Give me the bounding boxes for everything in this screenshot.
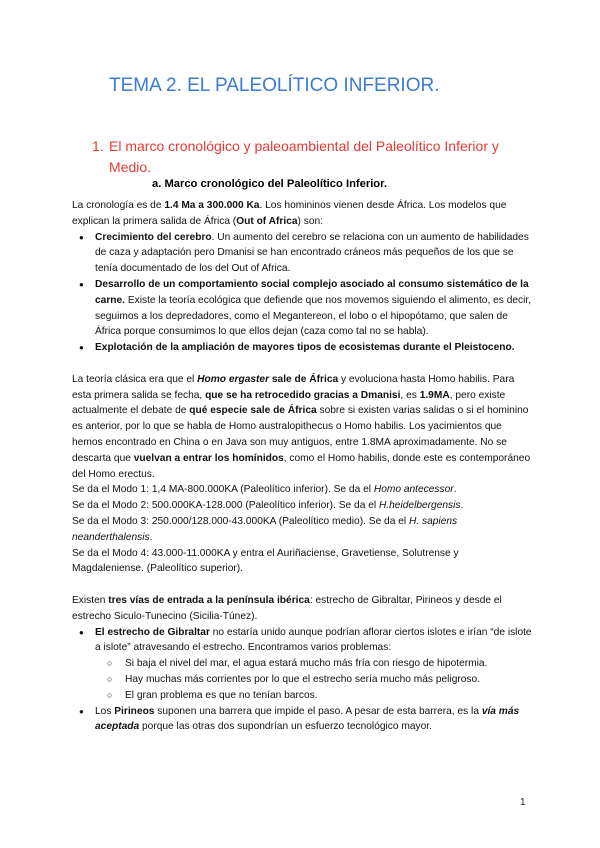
text: Los xyxy=(95,705,115,717)
text: sobre si existen varias salidas o si el hominino es anterior, por lo que se habla de Homo australopithecus o Homo habilis. Los yacimientos que hemos encontrado en China o en Java son muy antiguos, entre 1.8MA aproximadamente. No se descarta que xyxy=(72,405,529,464)
text: , como el Homo habilis, donde este es contemporáneo del Homo erectus. xyxy=(72,452,531,480)
sub-list-item: ○ Hay muchas más corrientes por lo que el estrecho sería mucho más peligroso. xyxy=(95,672,532,688)
problems-list xyxy=(95,656,532,703)
text: . xyxy=(453,484,457,496)
text: . xyxy=(149,531,153,543)
emphasis: Desarrollo de un comportamiento social complejo asociado al consumo sistemático de la carne. xyxy=(95,278,529,306)
emphasis: sale de África xyxy=(269,373,339,385)
modo-line xyxy=(72,482,532,498)
text: La cronología es de xyxy=(72,200,165,211)
section-heading-text: El marco cronológico y paleoambiental del Paleolítico Inferior y Medio. xyxy=(109,138,499,175)
emphasis: 1.4 Ma a 300.000 Ka xyxy=(164,200,260,211)
species: H. sapiens neanderthalensis xyxy=(72,515,458,543)
text: porque las otras dos supondrían un esfuerzo tecnológico mayor. xyxy=(139,721,432,733)
text: . xyxy=(460,500,464,512)
text: y evoluciona hasta Homo habilis. Para esta primera salida se fecha, xyxy=(72,373,515,401)
subsection-heading: a. Marco cronológico del Paleolítico Inferior. xyxy=(152,178,387,190)
text: no estaría unido aunque podrían aflorar ciertos islotes e irían “de islote a islote” atravesando el estrecho. Encontramos varios problemas: xyxy=(95,626,532,654)
emphasis: 1.9MA xyxy=(419,389,450,401)
emphasis: vía más aceptada xyxy=(95,705,520,733)
text: La teoría clásica era que el xyxy=(72,373,198,385)
document-title: TEMA 2. EL PALEOLÍTICO INFERIOR. xyxy=(109,75,440,96)
text: Existe la teoría ecológica que defiende que nos movemos siguiendo el alimento, es decir, seguimos a los depredadores, como el Megantereon, el lobo o el hipopótamo, que salen de África porque consumimos lo que ellos dejan (caza como tal no se habla). xyxy=(95,294,532,338)
section-heading xyxy=(92,136,532,178)
paragraph-classic-theory xyxy=(72,372,532,483)
list-item xyxy=(72,704,532,736)
routes-list xyxy=(72,625,532,736)
text: : estrecho de Gibraltar, Pirineos y desde el estrecho Siculo-Tunecino (Sicilia-Túnez). xyxy=(72,594,502,622)
text: suponen una barrera que impide el paso. A pesar de esta barrera, es la xyxy=(154,705,482,717)
intro-paragraph xyxy=(72,198,532,230)
emphasis: vuelvan a entrar los homínidos xyxy=(133,452,284,464)
text: Se da el Modo 1: 1,4 MA-800.000KA (Paleolítico inferior). Se da el xyxy=(72,484,374,496)
emphasis: Crecimiento del cerebro xyxy=(95,231,212,243)
text: . Los homininos vienen desde África. Los modelos que explican la primera salida de África ( xyxy=(72,200,507,227)
text: . Un aumento del cerebro se relaciona con un aumento de habilidades de caza y adaptación pero Dmanisi se han encontrado cráneos más pequeños de los que se tenía documentado de los del Out of Africa. xyxy=(95,231,529,275)
species: Homo antecessor xyxy=(373,484,454,496)
list-item xyxy=(72,625,532,704)
page-number: 1 xyxy=(520,797,526,808)
modo-line xyxy=(72,514,532,546)
emphasis: qué especie sale de África xyxy=(189,405,317,417)
text: , es xyxy=(400,389,420,401)
text: Se da el Modo 3: 250.000/128.000-43.000KA (Paleolítico medio). Se da el xyxy=(72,515,409,527)
emphasis: Explotación de la ampliación de mayores tipos de ecosistemas durante el Pleistoceno. xyxy=(95,342,515,354)
text: , pero existe actualmente el debate de xyxy=(72,389,506,417)
emphasis: que se ha retrocedido gracias a Dmanisi xyxy=(205,389,401,401)
paragraph-routes xyxy=(72,593,532,625)
species: H.heidelbergensis xyxy=(378,500,461,512)
section-number: 1. xyxy=(92,138,104,154)
sub-list-item: ○ El gran problema es que no tenían barcos. xyxy=(95,688,532,704)
modo-line xyxy=(72,498,532,514)
emphasis: El estrecho de Gibraltar xyxy=(95,626,210,638)
body-text xyxy=(72,198,532,735)
emphasis: tres vías de entrada a la península ibérica xyxy=(108,594,310,606)
list-item xyxy=(72,277,532,340)
text: ) son: xyxy=(297,215,324,227)
sub-list-item: ○ Si baja el nivel del mar, el agua estará mucho más fría con riesgo de hipotermia. xyxy=(95,656,532,672)
list-item xyxy=(72,230,532,277)
emphasis: Out of Africa xyxy=(236,215,298,227)
text: Se da el Modo 4: 43.000-11.000KA y entra el Auriñaciense, Gravetiense, Solutrense y Magdaleniense. (Paleolítico superior). xyxy=(72,547,459,575)
text: Existen xyxy=(72,594,109,606)
text: Se da el Modo 2: 500.000KA-128.000 (Paleolítico inferior). Se da el xyxy=(72,500,379,512)
modo-line xyxy=(72,546,532,578)
emphasis: Homo ergaster xyxy=(197,373,270,385)
models-list xyxy=(72,230,532,356)
emphasis: Pirineos xyxy=(114,705,155,717)
list-item xyxy=(72,340,532,356)
